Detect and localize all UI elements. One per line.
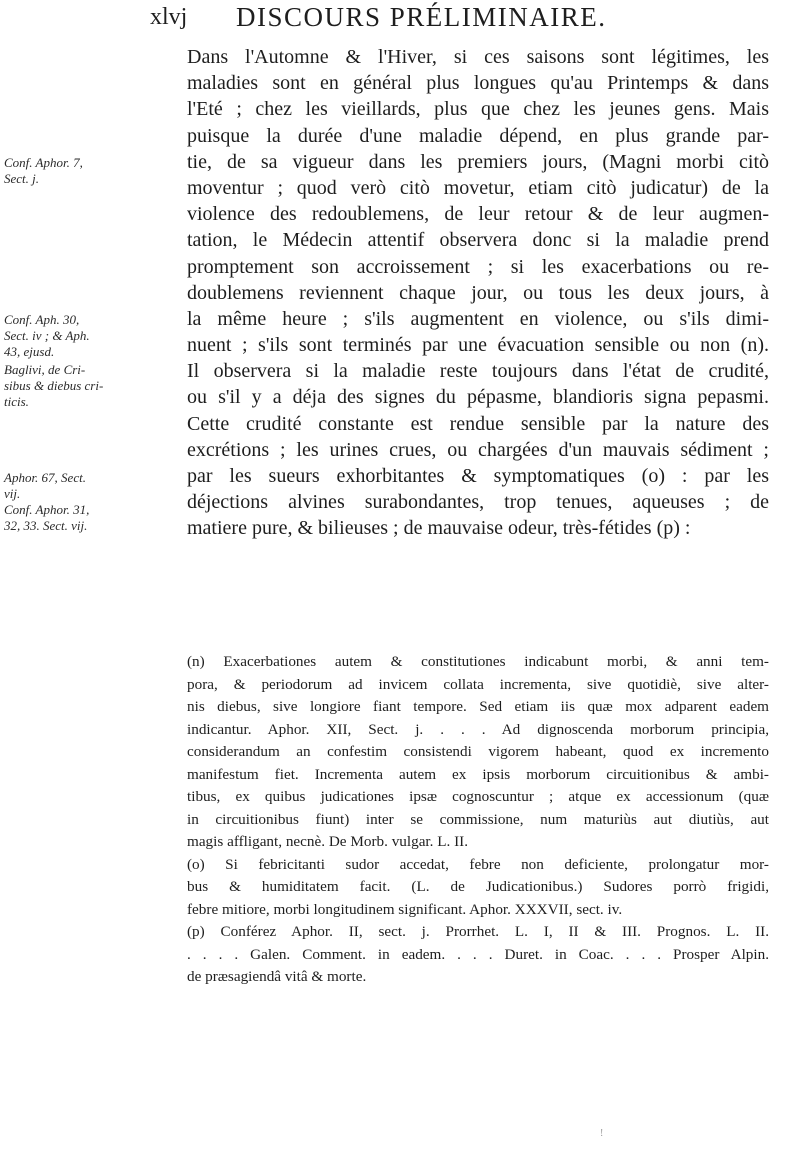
margin-note-line: sibus & diebus cri- — [4, 378, 104, 393]
margin-note — [4, 155, 146, 187]
footnote-line: bus & humiditatem facit. (L. de Judicationibus.) Sudores porrò frigidi, — [187, 878, 769, 895]
footnote-line: de præsagiendâ vitâ & morte. — [187, 968, 367, 985]
footnote-line: (n) Exacerbationes autem & constitutiones indicabunt morbi, & anni tem- — [187, 653, 769, 670]
margin-note-line: ticis. — [4, 394, 29, 409]
text-line: par les sueurs exhorbitantes & symptomatiques (o) : par les — [187, 465, 769, 487]
footnote-line: in circuitionibus fiunt) inter se commissione, num maturiùs aut diutiùs, aut — [187, 810, 769, 828]
text-line: ou s'il y a déja des signes du pépasme, blandioris signa pepasmi. — [187, 386, 769, 409]
text-line: matiere pure, & bilieuses ; de mauvaise odeur, très-fétides (p) : — [187, 517, 691, 540]
text-line: maladies sont en général plus longues qu'au Printemps & dans — [187, 72, 769, 95]
margin-note-line: 43, ejusd. — [4, 344, 55, 359]
footnote-line: indicantur. Aphor. XII, Sect. j. . . . Ad dignoscenda morborum principia, — [187, 720, 769, 738]
margin-note-line: 32, 33. Sect. vij. — [4, 518, 88, 533]
footnote-line: manifestum fiet. Incrementa autem ex ipsis morborum circuitionibus & ambi- — [187, 765, 769, 783]
margin-note-line: vij. — [4, 486, 21, 501]
main-text — [187, 44, 769, 542]
footnote-line: considerandum an confestim consistendi vigorem habeant, quod ex incremento — [187, 743, 769, 760]
footnotes — [187, 651, 769, 989]
text-line: l'Eté ; chez les vieillards, plus que chez les jeunes gens. Mais — [187, 98, 769, 121]
text-line: moventur ; quod verò citò movetur, etiam citò judicatur) de la — [187, 176, 769, 199]
margin-note — [4, 362, 146, 410]
margin-note — [4, 312, 146, 360]
margin-note-line: Baglivi, de Cri- — [4, 362, 86, 377]
text-line: Il observera si la maladie reste toujours dans l'état de crudité, — [187, 360, 769, 383]
text-line: excrétions ; les urines crues, ou chargées d'un mauvais sédiment ; — [187, 438, 769, 461]
margin-note — [4, 470, 146, 502]
margin-note — [4, 502, 146, 534]
text-line: doublemens reviennent chaque jour, ou tous les deux jours, à — [187, 281, 769, 304]
text-line: Dans l'Automne & l'Hiver, si ces saisons sont légitimes, les — [187, 46, 769, 68]
footnote-line: tibus, ex quibus judicationes ipsæ cognoscuntur ; atque ex accessionum (quæ — [187, 788, 769, 805]
text-line: Cette crudité constante est rendue sensible par la nature des — [187, 412, 769, 435]
footnote-line: nis diebus, sive longiore fiant tempore. Sed etiam iis quæ mox adparent eadem — [187, 698, 769, 715]
footnote-line: pora, & periodorum ad invicem collata incrementa, sive quotidiè, sive alter- — [187, 675, 769, 693]
margin-notes — [4, 0, 152, 1154]
text-line: tation, le Médecin attentif observera donc si la maladie prend — [187, 229, 769, 252]
footnote-line: magis affligant, necnè. De Morb. vulgar. L. II. — [187, 833, 469, 850]
margin-note-line: Conf. Aphor. 31, — [4, 502, 90, 517]
footnote-line: (o) Si febricitanti sudor accedat, febre non deficiente, prolongatur mor- — [187, 855, 769, 873]
footnote-line: (p) Conférez Aphor. II, sect. j. Prorrhet. L. I, II & III. Prognos. L. II. — [187, 923, 769, 940]
margin-note-line: Conf. Aphor. 7, — [4, 155, 83, 170]
margin-note-line: Conf. Aph. 30, — [4, 312, 80, 327]
text-line: violence des redoublemens, de leur retour & de leur augmen- — [187, 203, 769, 226]
footnote-line: . . . . Galen. Comment. in eadem. . . . Duret. in Coac. . . . Prosper Alpin. — [187, 945, 769, 963]
page-folio: xlvj — [150, 4, 188, 30]
text-line: tie, de sa vigueur dans les premiers jours, (Magni morbi citò — [187, 150, 769, 173]
running-header — [150, 0, 770, 40]
stray-mark: ! — [600, 1128, 604, 1139]
footnote-line: febre mitiore, morbi longitudinem significant. Aphor. XXXVII, sect. iv. — [187, 900, 623, 918]
margin-note-line: Sect. j. — [4, 171, 40, 186]
text-line: nuent ; s'ils sont terminés par une évacuation sensible ou non (n). — [187, 334, 769, 357]
text-line: puisque la durée d'une maladie dépend, en plus grande par- — [187, 124, 769, 147]
running-title: DISCOURS PRÉLIMINAIRE. — [236, 2, 607, 32]
text-line: la même heure ; s'ils augmentent en violence, ou s'ils dimi- — [187, 307, 769, 330]
text-line: déjections alvines surabondantes, trop tenues, aqueuses ; de — [187, 491, 769, 514]
margin-note-line: Aphor. 67, Sect. — [4, 470, 86, 485]
margin-note-line: Sect. iv ; & Aph. — [4, 328, 90, 343]
text-line: promptement son accroissement ; si les exacerbations ou re- — [187, 255, 769, 278]
